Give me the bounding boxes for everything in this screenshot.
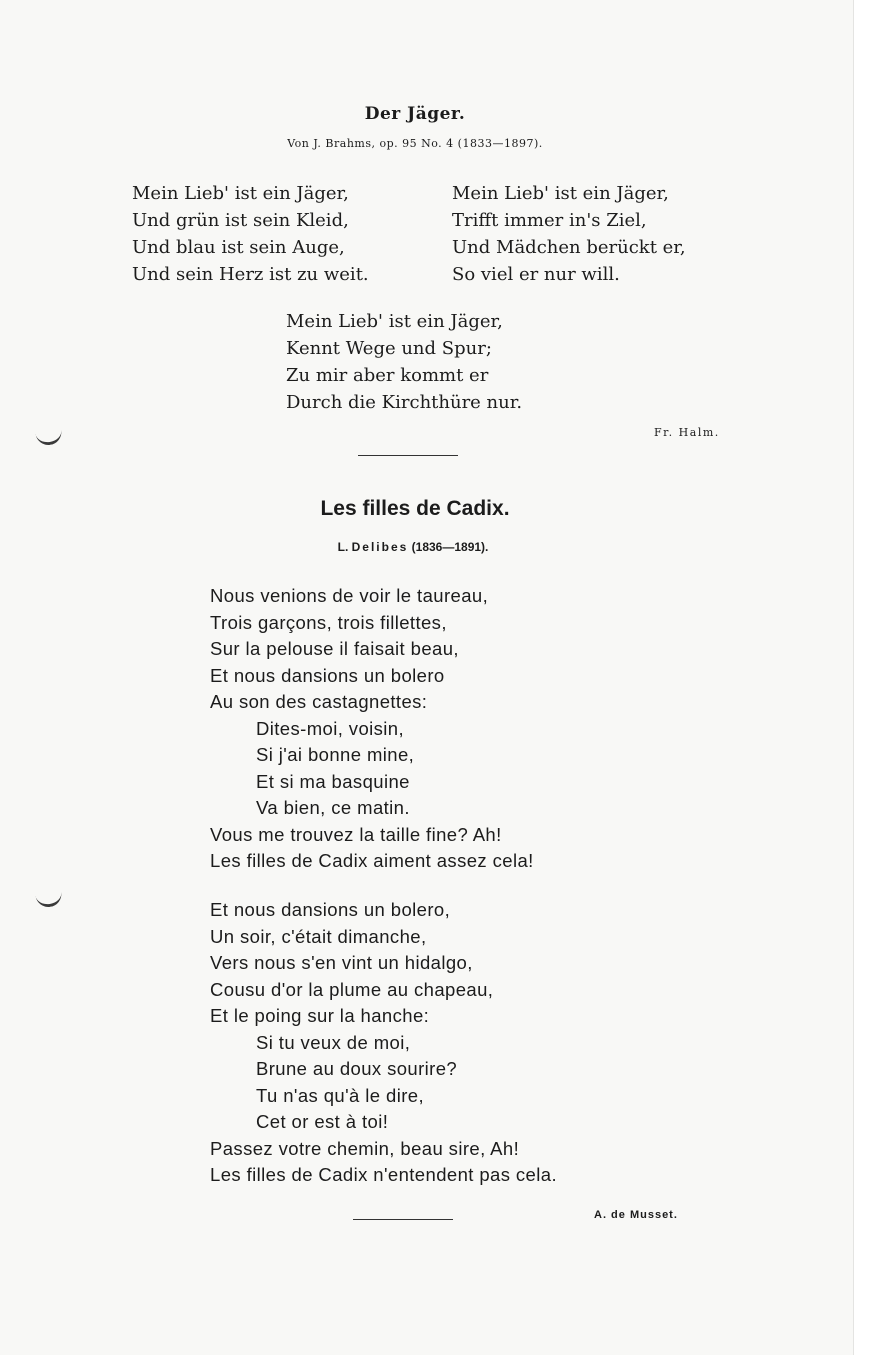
composer-credit-delibes (0, 540, 826, 554)
stanza-line: Tu n'as qu'à le dire, (256, 1084, 425, 1106)
stanza-1 (210, 583, 534, 875)
composer-dates: (1836—1891). (411, 540, 489, 554)
song-title-der-jaeger: Der Jäger. (364, 104, 466, 124)
verse-left (132, 180, 369, 288)
stanza-line: Va bien, ce matin. (256, 797, 410, 818)
stanza-line: Et nous dansions un bolero, (210, 899, 451, 920)
stanza-line: Et le poing sur la hanche: (210, 1005, 430, 1026)
verse-line: Kennt Wege und Spur; (286, 338, 492, 359)
verse-line: Mein Lieb' ist ein Jäger, (132, 183, 349, 204)
verse-line: Mein Lieb' ist ein Jäger, (286, 311, 503, 332)
stanza-line: Trois garçons, trois fillettes, (210, 611, 447, 633)
verse-line: Und blau ist sein Auge, (132, 237, 345, 258)
stanza-line: Au son des castagnettes: (210, 691, 428, 712)
stanza-line: Vous me trouvez la taille fine? Ah! (210, 823, 502, 845)
stanza-line: Les filles de Cadix n'entendent pas cela. (210, 1164, 557, 1185)
stanza-line: Dites-moi, voisin, (256, 717, 405, 739)
stanza-line: Brune au doux sourire? (256, 1058, 458, 1079)
stanza-line: Vers nous s'en vint un hidalgo, (210, 952, 473, 973)
verse-center (286, 308, 522, 416)
stanza-line: Cet or est à toi! (256, 1111, 389, 1132)
verse-line: Mein Lieb' ist ein Jäger, (452, 183, 669, 204)
stanza-line: Si j'ai bonne mine, (256, 744, 415, 765)
stanza-line: Et nous dansions un bolero (210, 664, 445, 686)
composer-credit-brahms: Von J. Brahms, op. 95 No. 4 (1833—1897). (287, 137, 543, 150)
stanza-line: Cousu d'or la plume au chapeau, (210, 978, 494, 1000)
page-edge (853, 0, 876, 1355)
poet-credit-musset: A. de Musset. (594, 1209, 678, 1221)
verse-line: Zu mir aber kommt er (286, 365, 489, 386)
stanza-line: Et si ma basquine (256, 770, 410, 792)
verse-line: Und Mädchen berückt er, (452, 237, 686, 258)
verse-line: Durch die Kirchthüre nur. (286, 392, 523, 413)
punch-hole-mark (35, 426, 63, 446)
verse-line: Und grün ist sein Kleid, (132, 210, 349, 231)
composer-initial: L. (337, 540, 349, 554)
stanza-line: Passez votre chemin, beau sire, Ah! (210, 1137, 520, 1159)
punch-hole-mark (35, 888, 63, 908)
stanza-line: Les filles de Cadix aiment assez cela! (210, 850, 534, 871)
verse-right (452, 180, 686, 288)
stanza-line: Nous venions de voir le taureau, (210, 585, 489, 606)
composer-name: Delibes (351, 540, 409, 554)
verse-line: So viel er nur will. (452, 264, 620, 285)
section-divider (358, 455, 458, 456)
stanza-2 (210, 897, 557, 1189)
song-title-les-filles-de-cadix: Les filles de Cadix. (320, 497, 510, 520)
stanza-line: Un soir, c'était dimanche, (210, 925, 427, 947)
section-divider (353, 1219, 453, 1220)
verse-line: Trifft immer in's Ziel, (452, 210, 647, 231)
poet-credit-halm: Fr. Halm. (654, 426, 720, 439)
verse-line: Und sein Herz ist zu weit. (132, 264, 369, 285)
stanza-line: Si tu veux de moi, (256, 1031, 411, 1053)
stanza-line: Sur la pelouse il faisait beau, (210, 638, 459, 659)
